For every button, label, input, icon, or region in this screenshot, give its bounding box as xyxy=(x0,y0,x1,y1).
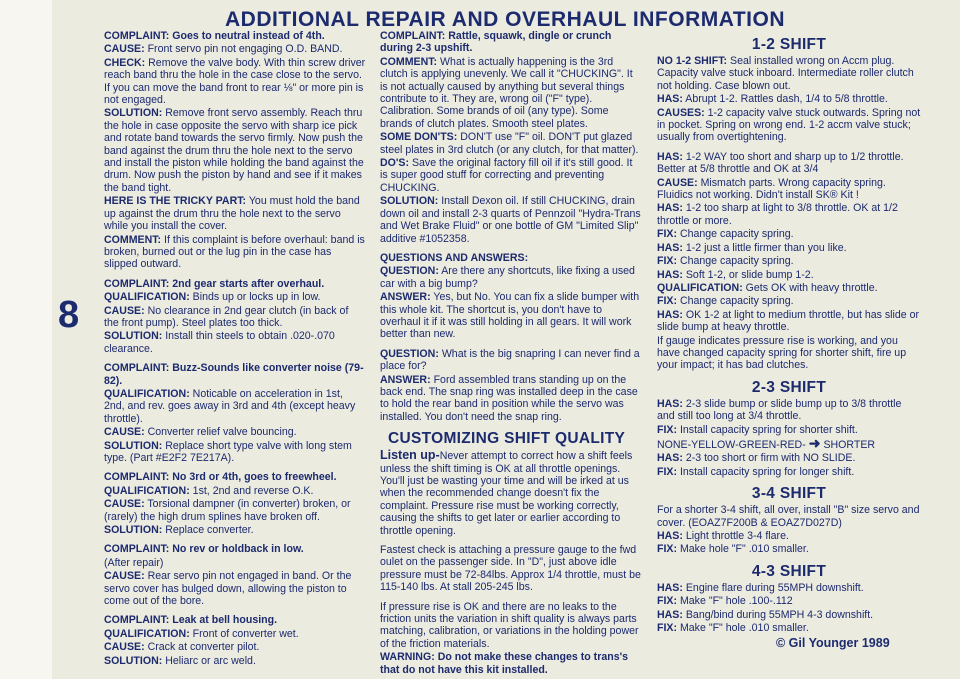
entry-text: You must hold the band up against the drum thru the hole next to the servo while you install the cover. xyxy=(104,195,360,233)
shift-1-2-entry xyxy=(657,242,921,254)
complaint-entry xyxy=(104,107,366,194)
entry-text: Remove the valve body. With thin screw driver reach band thru the hole in the case close to the servo. If you can move the band front to rear ⅛" or more pin is not engaged. xyxy=(104,56,366,107)
entry-label: CAUSE: xyxy=(104,426,145,439)
entry-text: Binds up or locks up in low. xyxy=(192,291,321,304)
middle-entries xyxy=(380,30,641,423)
customizing-paragraph-2: Fastest check is attaching a pressure gauge to the fwd oulet on the passenger side. In "D", just above idle pressure must be 72-84lbs. Approx 1/4 throttle, must be 115-140 lbs. At stall 205-245 lbs. xyxy=(380,544,641,594)
shift-1-2-entry xyxy=(657,282,921,294)
entry-text: What is actually happening is the 3rd clutch is applying unevenly. We call it "CHUCKING". It is not actually caused by anything but several things contribute to it. They are, wrong oil ("F" type). Calibration. Some brands of oil (any type). Some brands of clutch plates. Smooth steel plates. xyxy=(380,55,633,130)
shift-1-2-entry xyxy=(657,107,921,144)
entry-label: COMPLAINT: xyxy=(104,614,170,627)
entry-label: CAUSE: xyxy=(104,43,145,56)
complaint-entry xyxy=(380,252,641,264)
shift-1-2-entry xyxy=(657,228,921,240)
complaint-entry xyxy=(104,43,366,55)
customizing-lead-paragraph xyxy=(380,449,641,537)
entry-label: SOLUTION: xyxy=(104,107,163,120)
entry-text: Soft 1-2, or slide bump 1-2. xyxy=(685,268,814,281)
entry-label: COMMENT: xyxy=(104,233,162,246)
entry-text: Converter relief valve bouncing. xyxy=(147,426,297,439)
entry-text: Rattle, squawk, dingle or crunch during 2-3 upshift. xyxy=(380,30,612,55)
entry-label: COMPLAINT: xyxy=(104,30,170,42)
entry-text: (After repair) xyxy=(104,556,164,569)
shift-1-2-entry xyxy=(657,335,921,372)
shift-4-3-has-2: HAS: Bang/bind during 55MPH 4-3 downshift. xyxy=(657,608,874,621)
customizing-title: CUSTOMIZING SHIFT QUALITY xyxy=(388,430,626,448)
warning-text: Do not make these changes to trans's that do not have this kit installed. xyxy=(380,651,629,676)
complaint-entry xyxy=(104,388,366,425)
complaint-entry xyxy=(104,471,366,483)
entry-text: Replace short type valve with long stem type. (Part #E2F2 7E217A). xyxy=(104,439,352,464)
shift-2-3-has-2: HAS: 2-3 too short or firm with NO SLIDE. xyxy=(657,452,856,465)
entry-text: Change capacity spring. xyxy=(679,255,794,268)
complaint-entry xyxy=(104,641,366,653)
copyright-notice: © Gil Younger 1989 xyxy=(776,636,890,650)
entry-label: HAS: xyxy=(657,150,683,163)
complaint-entry xyxy=(380,265,641,290)
entry-text: Torsional dampner (in converter) broken, or (rarely) the high drum splines have broken off. xyxy=(104,498,351,523)
entry-text: 1-2 capacity valve stuck outwards. Spring not in pocket. Spring on wrong end. 1-2 accm valve stuck; usually from overtightening. xyxy=(657,106,921,144)
shift-1-2-entries xyxy=(657,55,921,372)
entry-label: CAUSE: xyxy=(104,498,145,511)
listen-up-label: Listen up- xyxy=(380,448,440,463)
entry-label: FIX: xyxy=(657,295,678,308)
complaint-entry xyxy=(104,524,366,536)
entry-text: Install Dexon oil. If still CHUCKING, drain down oil and install 2-3 quarts of Pennzoil "Hydra-Trans and Wet Brake Fluid" or one bottle of GM "Limited Slip" additive #1052358. xyxy=(380,195,641,245)
entry-text: DON'T use "F" oil. DON'T put glazed steel plates in 3rd clutch (or any clutch, for that matter). xyxy=(380,131,639,156)
shift-1-2-entry xyxy=(657,255,921,267)
entry-label: NO 1-2 SHIFT: xyxy=(657,55,728,67)
complaint-entry xyxy=(104,440,366,465)
complaint-entry xyxy=(104,543,366,555)
complaint-entry xyxy=(104,614,366,626)
entry-text: Change capacity spring. xyxy=(679,295,794,308)
entry-text: OK 1-2 at light to medium throttle, but has slide or slide bump at heavy throttle. xyxy=(657,308,920,334)
entry-text: Noticable on acceleration in 1st, 2nd, and rev. goes away in 3rd and 4th (except heavy throttle). xyxy=(104,387,356,425)
entry-text: Ford assembled trans standing up on the back end. The snap ring was installed deep in the case to hold the rear band in position while the servo was installed. You don't need the snap ring. xyxy=(380,373,638,423)
complaint-entry xyxy=(380,348,641,373)
entry-label: COMPLAINT: xyxy=(104,543,170,556)
shift-2-3-fix-1: FIX: Install capacity spring for shorter shift. xyxy=(657,423,858,436)
entry-label: SOLUTION: xyxy=(104,654,163,667)
complaint-entry xyxy=(104,330,366,355)
column-shift-quality xyxy=(657,36,921,635)
shift-1-2-entry xyxy=(657,295,921,307)
entry-text: Gets OK with heavy throttle. xyxy=(745,281,878,294)
entry-text: Mismatch parts. Wrong capacity spring. Fluidics not working. Didn't install SK® Kit ! xyxy=(657,176,886,202)
entry-text: 1-2 just a little firmer than you like. xyxy=(685,241,847,254)
shift-4-3-has-1: HAS: Engine flare during 55MPH downshift. xyxy=(657,581,864,594)
complaint-entry xyxy=(380,374,641,424)
complaint-entry xyxy=(104,485,366,497)
entry-label: QUESTION: xyxy=(380,347,439,360)
warning-label: WARNING: xyxy=(380,651,435,664)
entry-text: Install thin steels to obtain .020-.070 clearance. xyxy=(104,330,335,355)
complaint-entry xyxy=(104,362,366,387)
complaint-entry xyxy=(104,57,366,107)
entry-label: COMPLAINT: xyxy=(380,30,446,42)
shift-1-2-entry xyxy=(657,202,921,227)
shift-4-3-fix-2: FIX: Make "F" hole .010 smaller. xyxy=(657,622,809,635)
entry-text: 2nd gear starts after overhaul. xyxy=(172,277,325,290)
entry-text: Remove front servo assembly. Reach thru the hole in case opposite the servo with sharp ice pick and rotate band towards the servo firmly. Now push the band against the drum thru the hole next to the servo and install the piston while holding the band against the drum. Now push the piston by hand and see if it makes the band tight. xyxy=(104,107,364,194)
complaint-entry xyxy=(104,655,366,667)
complaint-entry xyxy=(104,291,366,303)
complaint-entry xyxy=(104,305,366,330)
entry-label: ANSWER: xyxy=(380,373,431,386)
entry-text: 1st, 2nd and reverse O.K. xyxy=(192,484,314,497)
shift-1-2-entry xyxy=(657,151,921,176)
column-complaints-middle xyxy=(380,30,641,677)
complaint-entry xyxy=(104,628,366,640)
entry-label: SOLUTION: xyxy=(104,524,163,537)
entry-label: HERE IS THE TRICKY PART: xyxy=(104,195,247,208)
entry-text: What is the big snapring I can never find a place for? xyxy=(380,347,640,373)
entry-label: QUESTIONS AND ANSWERS: xyxy=(380,251,529,264)
entry-label: QUESTION: xyxy=(380,265,439,278)
entry-label: SOLUTION: xyxy=(104,330,163,343)
complaint-entry xyxy=(104,278,366,290)
entry-label: HAS: xyxy=(657,308,683,321)
shift-2-3-has-1: HAS: 2-3 slide bump or slide bump up to 3/8 throttle and still too long at 3/4 throttle. xyxy=(657,397,902,423)
complaint-entry xyxy=(104,498,366,523)
entry-text: 1-2 too sharp at light to 3/8 throttle. OK at 1/2 throttle or more. xyxy=(657,202,898,227)
entry-label: CHECK: xyxy=(104,56,146,69)
page-number: 8 xyxy=(58,294,80,336)
spring-color-sequence: NONE-YELLOW-GREEN-RED- xyxy=(657,438,806,451)
entry-label: HAS: xyxy=(657,241,683,254)
shift-3-4-intro: For a shorter 3-4 shift, all over, install "B" size servo and cover. (EOAZ7F200B & EOAZ7D027D) xyxy=(657,504,920,529)
entry-text: Buzz-Sounds like converter noise (79-82). xyxy=(104,362,364,387)
customizing-paragraph-3: If pressure rise is OK and there are no leaks to the friction units the variation in shift quality is always parts matching, calibration, or variations in the holding power of the friction materials. xyxy=(380,600,639,650)
arrow-right-icon: ➜ xyxy=(808,434,821,451)
complaint-entry xyxy=(104,234,366,271)
entry-label: ANSWER: xyxy=(380,291,431,304)
entry-text: Heliarc or arc weld. xyxy=(165,654,256,667)
column-complaints-left xyxy=(104,30,366,668)
entry-text: Save the original factory fill oil if it's still good. It is super good stuff for correcting and preventing CHUCKING. xyxy=(380,157,633,194)
customizing-section xyxy=(380,430,641,676)
shift-1-2-entry xyxy=(657,269,921,281)
entry-text: No rev or holdback in low. xyxy=(172,543,304,556)
entry-label: SOLUTION: xyxy=(380,195,439,208)
entry-text: No 3rd or 4th, goes to freewheel. xyxy=(172,471,337,484)
customizing-paragraph-1: Never attempt to correct how a shift feels unless the shift timing is OK at all throttle openings. You'll just be wasting your time and will be irked at us when the recommended change doesn't fix the complaint. Pressure rise must be working correctly, causing the shifts to get later or earlier according to throttle opening. xyxy=(380,450,633,537)
complaint-entry xyxy=(104,30,366,42)
entry-text: Abrupt 1-2. Rattles dash, 1/4 to 5/8 throttle. xyxy=(685,93,888,106)
complaint-entry xyxy=(104,557,366,569)
shift-3-4-has: HAS: Light throttle 3-4 flare. xyxy=(657,530,789,542)
entry-text: Goes to neutral instead of 4th. xyxy=(172,30,325,42)
entry-label: QUALIFICATION: xyxy=(104,484,190,497)
shift-4-3-fix-1: FIX: Make "F" hole .100-.112 xyxy=(657,595,793,608)
entry-label: CAUSE: xyxy=(104,641,145,654)
shift-1-2-entry xyxy=(657,309,921,334)
entry-label: COMPLAINT: xyxy=(104,471,170,484)
entry-text: Replace converter. xyxy=(165,524,254,537)
shift-4-3-title: 4-3 SHIFT xyxy=(751,562,827,580)
shift-1-2-entry xyxy=(657,55,921,92)
complaint-entry xyxy=(380,195,641,245)
entry-label: FIX: xyxy=(657,255,678,268)
shift-1-2-entry xyxy=(657,177,921,202)
scale-shorter-label: SHORTER xyxy=(823,438,876,451)
capacity-spring-scale xyxy=(657,434,921,451)
shift-1-2-entry xyxy=(657,93,921,105)
complaint-entry xyxy=(380,291,641,341)
page-title: ADDITIONAL REPAIR AND OVERHAUL INFORMATION xyxy=(225,8,785,31)
entry-text: Are there any shortcuts, like fixing a used car with a big bump? xyxy=(380,265,635,290)
entry-text: Crack at converter pilot. xyxy=(147,641,260,654)
complaint-entry xyxy=(380,157,641,194)
entry-label: COMPLAINT: xyxy=(104,362,170,375)
shift-2-3-fix-2: FIX: Install capacity spring for longer shift. xyxy=(657,465,855,478)
entry-label: CAUSE: xyxy=(104,304,145,317)
entry-text: Seal installed wrong on Accm plug. Capacity valve stuck inboard. Intermediate roller clutch not holding. Case blown out. xyxy=(657,55,914,92)
complaint-entry xyxy=(380,30,641,55)
entry-label: HAS: xyxy=(657,202,683,215)
complaint-entry xyxy=(380,131,641,156)
entry-text: Front servo pin not engaging O.D. BAND. xyxy=(147,43,343,56)
entry-label: SOLUTION: xyxy=(104,439,163,452)
complaint-entry xyxy=(104,195,366,232)
entry-text: 1-2 WAY too short and sharp up to 1/2 throttle. Better at 5/8 throttle and OK at 3/4 xyxy=(657,150,904,176)
entry-label: SOME DON'TS: xyxy=(380,131,458,144)
entry-label: QUALIFICATION: xyxy=(104,387,190,400)
shift-3-4-fix: FIX: Make hole "F" .010 smaller. xyxy=(657,543,809,556)
entry-label: QUALIFICATION: xyxy=(657,281,743,294)
entry-text: If this complaint is before overhaul: band is broken, burned out or the lug pin in the case has slipped outward. xyxy=(104,233,365,271)
entry-text: If gauge indicates pressure rise is working, and you have changed capacity spring for shorter shift, fire up your impact; it has bad clutches. xyxy=(657,334,907,372)
complaint-entry xyxy=(380,56,641,130)
entry-text: No clearance in 2nd gear clutch (in back of the front pump). Steel plates too thick. xyxy=(104,304,349,329)
entry-text: Change capacity spring. xyxy=(679,228,794,241)
entry-text: Yes, but No. You can fix a slide bumper with this whole kit. The shortcut is, you don't have to overhaul it if it was still holding in all gears. It will work better than new. xyxy=(380,291,640,341)
shift-2-3-title: 2-3 SHIFT xyxy=(751,378,827,396)
shift-1-2-title: 1-2 SHIFT xyxy=(751,36,827,53)
entry-label: QUALIFICATION: xyxy=(104,291,190,304)
left-page-edge xyxy=(0,0,52,679)
complaint-entry xyxy=(104,426,366,438)
entry-label: CAUSES: xyxy=(657,106,705,119)
entry-label: QUALIFICATION: xyxy=(104,627,190,640)
entry-label: CAUSE: xyxy=(104,570,145,583)
complaint-entry xyxy=(104,570,366,607)
entry-text: Front of converter wet. xyxy=(192,627,299,640)
customizing-warning xyxy=(380,651,641,676)
entry-text: Rear servo pin not engaged in band. Or the servo cover has bulged down, allowing the piston to come out of the bore. xyxy=(104,570,352,608)
entry-label: FIX: xyxy=(657,228,678,241)
entry-label: HAS: xyxy=(657,268,683,281)
entry-label: COMMENT: xyxy=(380,55,438,68)
entry-label: HAS: xyxy=(657,93,683,106)
entry-text: Leak at bell housing. xyxy=(172,614,278,627)
entry-label: COMPLAINT: xyxy=(104,277,170,290)
entry-label: DO'S: xyxy=(380,157,410,170)
entry-label: CAUSE: xyxy=(657,176,698,189)
shift-3-4-title: 3-4 SHIFT xyxy=(751,485,827,503)
